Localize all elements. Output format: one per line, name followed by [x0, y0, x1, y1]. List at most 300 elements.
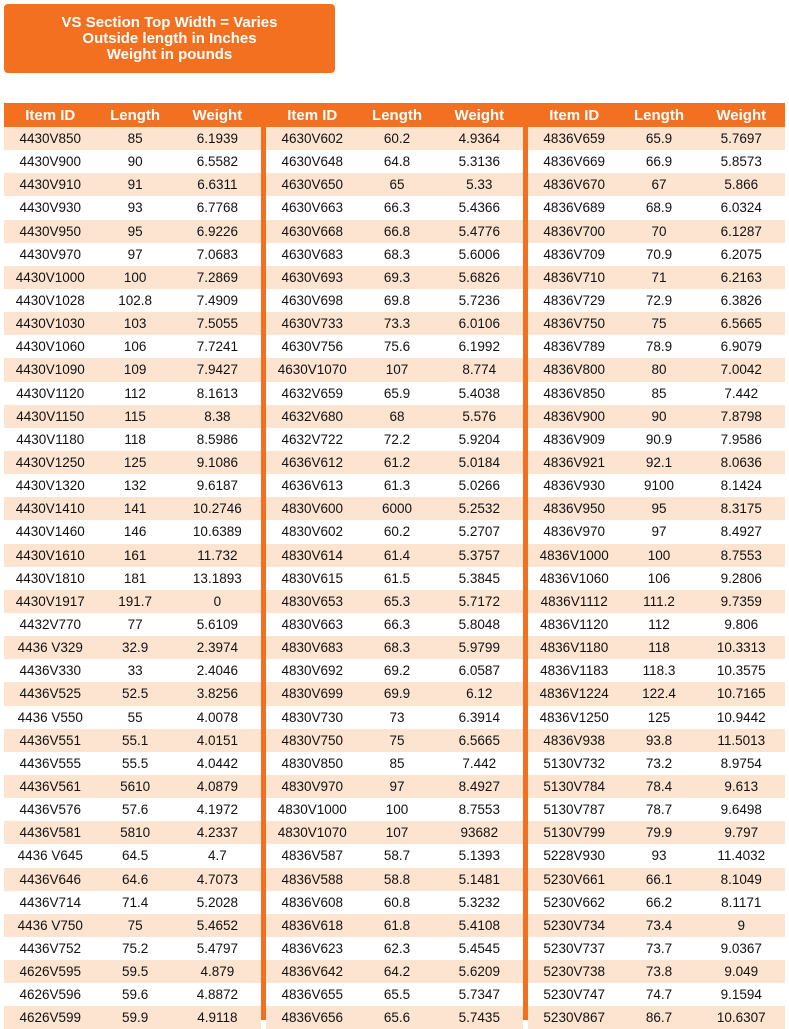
- table-row: [4, 358, 261, 381]
- length-cell: 181: [97, 567, 174, 590]
- item-id-cell: 4436V646: [4, 868, 97, 891]
- table-row: [266, 682, 523, 705]
- weight-cell: 10.9442: [698, 706, 785, 729]
- weight-cell: 9.7359: [698, 590, 785, 613]
- table-row: [528, 289, 785, 312]
- item-id-cell: 5230V747: [528, 983, 621, 1006]
- weight-cell: 11.5013: [698, 729, 785, 752]
- length-cell: 61.2: [359, 451, 436, 474]
- item-id-cell: 4430V1090: [4, 358, 97, 381]
- item-id-cell: 4830V750: [266, 729, 359, 752]
- item-id-cell: 4836V938: [528, 729, 621, 752]
- item-id-cell: 4836V710: [528, 266, 621, 289]
- length-cell: 79.9: [620, 821, 697, 844]
- weight-cell: 6.1939: [174, 127, 261, 150]
- length-cell: 66.2: [620, 891, 697, 914]
- item-id-cell: 4630V733: [266, 312, 359, 335]
- weight-cell: 4.0442: [174, 752, 261, 775]
- item-id-cell: 4430V1460: [4, 520, 97, 543]
- weight-cell: 4.0078: [174, 706, 261, 729]
- length-cell: 93.8: [620, 729, 697, 752]
- table-row: [266, 266, 523, 289]
- item-id-cell: 4430V1610: [4, 544, 97, 567]
- length-cell: 73.7: [620, 937, 697, 960]
- header-length: Length: [359, 103, 436, 127]
- weight-cell: 6.5665: [698, 312, 785, 335]
- length-cell: 93: [620, 844, 697, 867]
- header-line-3: Weight in pounds: [106, 45, 233, 63]
- weight-cell: 13.1893: [174, 567, 261, 590]
- item-id-cell: 5230V737: [528, 937, 621, 960]
- weight-cell: 6.5665: [436, 729, 523, 752]
- item-id-cell: 4632V722: [266, 428, 359, 451]
- item-id-cell: 4630V756: [266, 335, 359, 358]
- length-cell: 65.9: [620, 127, 697, 150]
- length-cell: 78.9: [620, 335, 697, 358]
- length-cell: 59.5: [97, 960, 174, 983]
- table-row: [528, 844, 785, 867]
- item-id-cell: 4836V656: [266, 1006, 359, 1029]
- weight-cell: 8.7553: [698, 544, 785, 567]
- length-cell: 52.5: [97, 682, 174, 705]
- item-id-cell: 4836V1180: [528, 636, 621, 659]
- table-row: [266, 567, 523, 590]
- table-row: [266, 428, 523, 451]
- weight-cell: 6.2163: [698, 266, 785, 289]
- length-cell: 64.6: [97, 868, 174, 891]
- length-cell: 91: [97, 173, 174, 196]
- table-row: [528, 937, 785, 960]
- weight-cell: 93682: [436, 821, 523, 844]
- length-cell: 61.4: [359, 544, 436, 567]
- table-row: [4, 868, 261, 891]
- weight-cell: 5.7172: [436, 590, 523, 613]
- table-row: [528, 196, 785, 219]
- weight-cell: 8.3175: [698, 497, 785, 520]
- weight-cell: 9.797: [698, 821, 785, 844]
- length-cell: 60.2: [359, 520, 436, 543]
- table-header-row: [4, 103, 261, 127]
- item-id-cell: 4836V1183: [528, 659, 621, 682]
- weight-cell: 10.7165: [698, 682, 785, 705]
- table-row: [4, 544, 261, 567]
- weight-cell: 7.0042: [698, 358, 785, 381]
- length-cell: 58.8: [359, 868, 436, 891]
- weight-cell: 7.4909: [174, 289, 261, 312]
- item-id-cell: 4430V1060: [4, 335, 97, 358]
- weight-cell: 7.9427: [174, 358, 261, 381]
- table-row: [528, 127, 785, 150]
- weight-cell: 4.7: [174, 844, 261, 867]
- item-id-cell: 4830V653: [266, 590, 359, 613]
- table-row: [4, 983, 261, 1006]
- weight-cell: 11.732: [174, 544, 261, 567]
- table-row: [266, 752, 523, 775]
- weight-cell: 4.9118: [174, 1006, 261, 1029]
- length-cell: 118: [620, 636, 697, 659]
- weight-cell: 6.0106: [436, 312, 523, 335]
- length-cell: 5610: [97, 775, 174, 798]
- length-cell: 65.3: [359, 590, 436, 613]
- table-row: [266, 173, 523, 196]
- table-row: [4, 798, 261, 821]
- weight-cell: 5.9799: [436, 636, 523, 659]
- table-row: [4, 682, 261, 705]
- item-id-cell: 4630V663: [266, 196, 359, 219]
- length-cell: 71: [620, 266, 697, 289]
- table-row: [4, 405, 261, 428]
- item-id-cell: 4630V683: [266, 243, 359, 266]
- length-cell: 72.2: [359, 428, 436, 451]
- table-row: [528, 729, 785, 752]
- table-row: [528, 428, 785, 451]
- length-cell: 72.9: [620, 289, 697, 312]
- length-cell: 118.3: [620, 659, 697, 682]
- weight-cell: 8.4927: [436, 775, 523, 798]
- table-row: [266, 636, 523, 659]
- item-id-cell: 4430V1810: [4, 567, 97, 590]
- length-cell: 66.8: [359, 220, 436, 243]
- weight-cell: 7.442: [436, 752, 523, 775]
- weight-cell: 5.4652: [174, 914, 261, 937]
- table-row: [4, 150, 261, 173]
- weight-cell: 8.4927: [698, 520, 785, 543]
- item-id-cell: 4830V692: [266, 659, 359, 682]
- table-row: [266, 798, 523, 821]
- item-id-cell: 4836V669: [528, 150, 621, 173]
- table-row: [528, 1006, 785, 1029]
- length-cell: 33: [97, 659, 174, 682]
- length-cell: 75.2: [97, 937, 174, 960]
- item-id-cell: 4436V551: [4, 729, 97, 752]
- item-id-cell: 4830V970: [266, 775, 359, 798]
- weight-cell: 5.8573: [698, 150, 785, 173]
- length-cell: 78.4: [620, 775, 697, 798]
- table-row: [266, 983, 523, 1006]
- item-id-cell: 5230V738: [528, 960, 621, 983]
- table-row: [4, 173, 261, 196]
- table-row: [266, 729, 523, 752]
- length-cell: 112: [97, 382, 174, 405]
- length-cell: 90: [620, 405, 697, 428]
- table-row: [528, 659, 785, 682]
- item-id-cell: 4836V700: [528, 220, 621, 243]
- item-id-cell: 4836V670: [528, 173, 621, 196]
- length-cell: 6000: [359, 497, 436, 520]
- table-row: [528, 544, 785, 567]
- weight-cell: 8.38: [174, 405, 261, 428]
- weight-cell: 5.2028: [174, 891, 261, 914]
- weight-cell: 5.2707: [436, 520, 523, 543]
- weight-cell: 5.3845: [436, 567, 523, 590]
- length-cell: 92.1: [620, 451, 697, 474]
- weight-cell: 6.12: [436, 682, 523, 705]
- weight-cell: 6.3826: [698, 289, 785, 312]
- item-id-cell: 4836V950: [528, 497, 621, 520]
- weight-cell: 5.866: [698, 173, 785, 196]
- weight-cell: 9.049: [698, 960, 785, 983]
- table-row: [266, 914, 523, 937]
- table-row: [266, 150, 523, 173]
- table-row: [528, 613, 785, 636]
- item-id-cell: 4436V561: [4, 775, 97, 798]
- length-cell: 90: [97, 150, 174, 173]
- length-cell: 106: [620, 567, 697, 590]
- length-cell: 65: [359, 173, 436, 196]
- weight-cell: 5.4038: [436, 382, 523, 405]
- weight-cell: 8.9754: [698, 752, 785, 775]
- item-id-cell: 5230V662: [528, 891, 621, 914]
- length-cell: 146: [97, 520, 174, 543]
- weight-cell: 7.8798: [698, 405, 785, 428]
- table-row: [528, 682, 785, 705]
- length-cell: 75.6: [359, 335, 436, 358]
- length-cell: 95: [620, 497, 697, 520]
- length-cell: 66.3: [359, 613, 436, 636]
- length-cell: 78.7: [620, 798, 697, 821]
- length-cell: 69.3: [359, 266, 436, 289]
- item-id-cell: 4836V970: [528, 520, 621, 543]
- weight-cell: 6.9079: [698, 335, 785, 358]
- table-row: [4, 266, 261, 289]
- length-cell: 85: [359, 752, 436, 775]
- table-row: [266, 659, 523, 682]
- item-id-cell: 4836V1224: [528, 682, 621, 705]
- length-cell: 65.5: [359, 983, 436, 1006]
- length-cell: 93: [97, 196, 174, 219]
- length-cell: 66.9: [620, 150, 697, 173]
- item-id-cell: 4430V970: [4, 243, 97, 266]
- table-row: [266, 382, 523, 405]
- table-block-2: [266, 103, 523, 1026]
- table-row: [266, 451, 523, 474]
- table-row: [528, 243, 785, 266]
- table-row: [4, 821, 261, 844]
- table-row: [266, 405, 523, 428]
- length-cell: 73.3: [359, 312, 436, 335]
- length-cell: 73.4: [620, 914, 697, 937]
- length-cell: 85: [620, 382, 697, 405]
- item-id-cell: 4830V615: [266, 567, 359, 590]
- table-row: [4, 520, 261, 543]
- header-weight: Weight: [174, 103, 261, 127]
- table-row: [266, 335, 523, 358]
- length-cell: 61.5: [359, 567, 436, 590]
- item-id-cell: 4836V1250: [528, 706, 621, 729]
- length-cell: 59.9: [97, 1006, 174, 1029]
- table-row: [528, 590, 785, 613]
- weight-cell: 7.5055: [174, 312, 261, 335]
- weight-cell: 8.5986: [174, 428, 261, 451]
- weight-cell: 8.7553: [436, 798, 523, 821]
- length-cell: 97: [359, 775, 436, 798]
- length-cell: 97: [97, 243, 174, 266]
- weight-cell: 5.3757: [436, 544, 523, 567]
- item-id-cell: 4630V693: [266, 266, 359, 289]
- weight-cell: 5.0184: [436, 451, 523, 474]
- item-id-cell: 5228V930: [528, 844, 621, 867]
- item-id-cell: 4836V655: [266, 983, 359, 1006]
- weight-cell: 6.7768: [174, 196, 261, 219]
- header-item-id: Item ID: [266, 103, 359, 127]
- weight-cell: 6.9226: [174, 220, 261, 243]
- item-id-cell: 4436V555: [4, 752, 97, 775]
- length-cell: 80: [620, 358, 697, 381]
- table-row: [266, 844, 523, 867]
- length-cell: 122.4: [620, 682, 697, 705]
- item-id-cell: 4436V714: [4, 891, 97, 914]
- table-row: [528, 914, 785, 937]
- table-row: [4, 590, 261, 613]
- length-cell: 107: [359, 358, 436, 381]
- length-cell: 100: [359, 798, 436, 821]
- weight-cell: 7.2869: [174, 266, 261, 289]
- item-id-cell: 4430V1410: [4, 497, 97, 520]
- length-cell: 85: [97, 127, 174, 150]
- table-row: [266, 497, 523, 520]
- parts-table: [4, 103, 261, 1029]
- table-row: [266, 544, 523, 567]
- weight-cell: 10.3313: [698, 636, 785, 659]
- item-id-cell: 5130V799: [528, 821, 621, 844]
- item-id-cell: 4836V921: [528, 451, 621, 474]
- length-cell: 55.5: [97, 752, 174, 775]
- weight-cell: 7.7241: [174, 335, 261, 358]
- weight-cell: 5.576: [436, 405, 523, 428]
- table-row: [4, 474, 261, 497]
- weight-cell: 2.4046: [174, 659, 261, 682]
- weight-cell: 4.2337: [174, 821, 261, 844]
- table-row: [528, 567, 785, 590]
- item-id-cell: 4436 V645: [4, 844, 97, 867]
- length-cell: 64.2: [359, 960, 436, 983]
- item-id-cell: 4836V850: [528, 382, 621, 405]
- item-id-cell: 4430V1030: [4, 312, 97, 335]
- length-cell: 86.7: [620, 1006, 697, 1029]
- table-header-row: [528, 103, 785, 127]
- length-cell: 68.3: [359, 636, 436, 659]
- length-cell: 60.8: [359, 891, 436, 914]
- length-cell: 71.4: [97, 891, 174, 914]
- table-row: [266, 312, 523, 335]
- item-id-cell: 4430V1180: [4, 428, 97, 451]
- length-cell: 67: [620, 173, 697, 196]
- weight-cell: 5.6109: [174, 613, 261, 636]
- item-id-cell: 4830V602: [266, 520, 359, 543]
- item-id-cell: 4436V525: [4, 682, 97, 705]
- weight-cell: 5.4545: [436, 937, 523, 960]
- length-cell: 75: [359, 729, 436, 752]
- length-cell: 97: [620, 520, 697, 543]
- tables-container: [4, 103, 785, 1026]
- length-cell: 141: [97, 497, 174, 520]
- table-row: [528, 405, 785, 428]
- item-id-cell: 4836V729: [528, 289, 621, 312]
- header-length: Length: [97, 103, 174, 127]
- table-row: [4, 567, 261, 590]
- weight-cell: 5.33: [436, 173, 523, 196]
- length-cell: 70: [620, 220, 697, 243]
- header-weight: Weight: [698, 103, 785, 127]
- header-item-id: Item ID: [4, 103, 97, 127]
- table-row: [528, 706, 785, 729]
- table-row: [266, 220, 523, 243]
- length-cell: 106: [97, 335, 174, 358]
- table-row: [528, 150, 785, 173]
- weight-cell: 10.6389: [174, 520, 261, 543]
- header-length: Length: [620, 103, 697, 127]
- item-id-cell: 4430V1320: [4, 474, 97, 497]
- weight-cell: 6.0587: [436, 659, 523, 682]
- item-id-cell: 4836V1000: [528, 544, 621, 567]
- weight-cell: 5.6006: [436, 243, 523, 266]
- item-id-cell: 4430V1917: [4, 590, 97, 613]
- table-row: [4, 127, 261, 150]
- weight-cell: 5.7347: [436, 983, 523, 1006]
- item-id-cell: 4830V614: [266, 544, 359, 567]
- weight-cell: 6.0324: [698, 196, 785, 219]
- weight-cell: 9.806: [698, 613, 785, 636]
- weight-cell: 5.7697: [698, 127, 785, 150]
- weight-cell: 4.8872: [174, 983, 261, 1006]
- table-row: [4, 613, 261, 636]
- table-row: [266, 821, 523, 844]
- length-cell: 125: [620, 706, 697, 729]
- length-cell: 55.1: [97, 729, 174, 752]
- legend-header-box: [4, 4, 335, 73]
- weight-cell: 8.774: [436, 358, 523, 381]
- table-row: [266, 196, 523, 219]
- item-id-cell: 4836V909: [528, 428, 621, 451]
- item-id-cell: 4626V596: [4, 983, 97, 1006]
- item-id-cell: 4836V900: [528, 405, 621, 428]
- length-cell: 125: [97, 451, 174, 474]
- header-weight: Weight: [436, 103, 523, 127]
- item-id-cell: 5230V734: [528, 914, 621, 937]
- length-cell: 107: [359, 821, 436, 844]
- weight-cell: 8.1613: [174, 382, 261, 405]
- item-id-cell: 4830V850: [266, 752, 359, 775]
- weight-cell: 7.0683: [174, 243, 261, 266]
- item-id-cell: 4430V1000: [4, 266, 97, 289]
- length-cell: 115: [97, 405, 174, 428]
- table-row: [266, 937, 523, 960]
- length-cell: 66.3: [359, 196, 436, 219]
- weight-cell: 9.2806: [698, 567, 785, 590]
- table-row: [4, 659, 261, 682]
- table-row: [4, 937, 261, 960]
- length-cell: 9100: [620, 474, 697, 497]
- item-id-cell: 4836V618: [266, 914, 359, 937]
- table-row: [4, 891, 261, 914]
- weight-cell: 4.1972: [174, 798, 261, 821]
- weight-cell: 9.0367: [698, 937, 785, 960]
- length-cell: 65.6: [359, 1006, 436, 1029]
- item-id-cell: 4632V680: [266, 405, 359, 428]
- table-row: [4, 312, 261, 335]
- table-row: [4, 636, 261, 659]
- weight-cell: 7.442: [698, 382, 785, 405]
- item-id-cell: 4836V709: [528, 243, 621, 266]
- item-id-cell: 4430V950: [4, 220, 97, 243]
- weight-cell: 6.3914: [436, 706, 523, 729]
- table-row: [528, 220, 785, 243]
- length-cell: 57.6: [97, 798, 174, 821]
- weight-cell: 5.9204: [436, 428, 523, 451]
- weight-cell: 4.7073: [174, 868, 261, 891]
- length-cell: 69.2: [359, 659, 436, 682]
- item-id-cell: 4836V789: [528, 335, 621, 358]
